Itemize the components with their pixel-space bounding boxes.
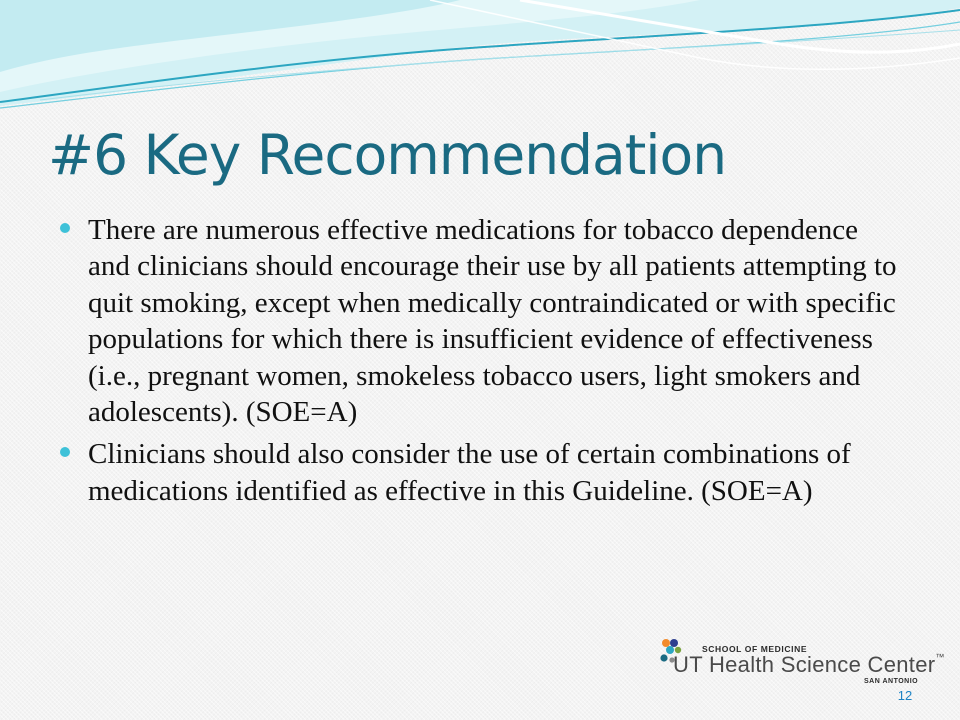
bullet-text: There are numerous effective medications for tobacco dependence and clinicians should encourage their use by all patients attempting to quit smoking, except when medically contraindicated or with specific populations for which there is insufficient evidence of effectiveness (i.e., pregnant women, smokeless tobacco users, light smokers and adolescents). (SOE=A) bbox=[88, 214, 897, 429]
logo-campus-text: SAN ANTONIO bbox=[864, 678, 919, 685]
logo-school-text: SCHOOL OF MEDICINE bbox=[702, 644, 808, 654]
ut-health-logo bbox=[660, 638, 956, 688]
bullet-item bbox=[60, 212, 900, 430]
bullet-text: Clinicians should also consider the use of certain combinations of medications identified as effective in this Guideline. (SOE=A) bbox=[88, 438, 851, 507]
bullet-list bbox=[60, 212, 900, 515]
slide-title: #6 Key Recommendation bbox=[48, 123, 727, 187]
header-wave-decoration bbox=[0, 0, 960, 115]
bullet-dot bbox=[60, 223, 70, 233]
bullet-item bbox=[60, 436, 900, 509]
bullet-dot bbox=[60, 447, 70, 457]
logo-name-text: UT Health Science Center™ bbox=[673, 652, 945, 677]
page-number: 12 bbox=[897, 688, 913, 703]
